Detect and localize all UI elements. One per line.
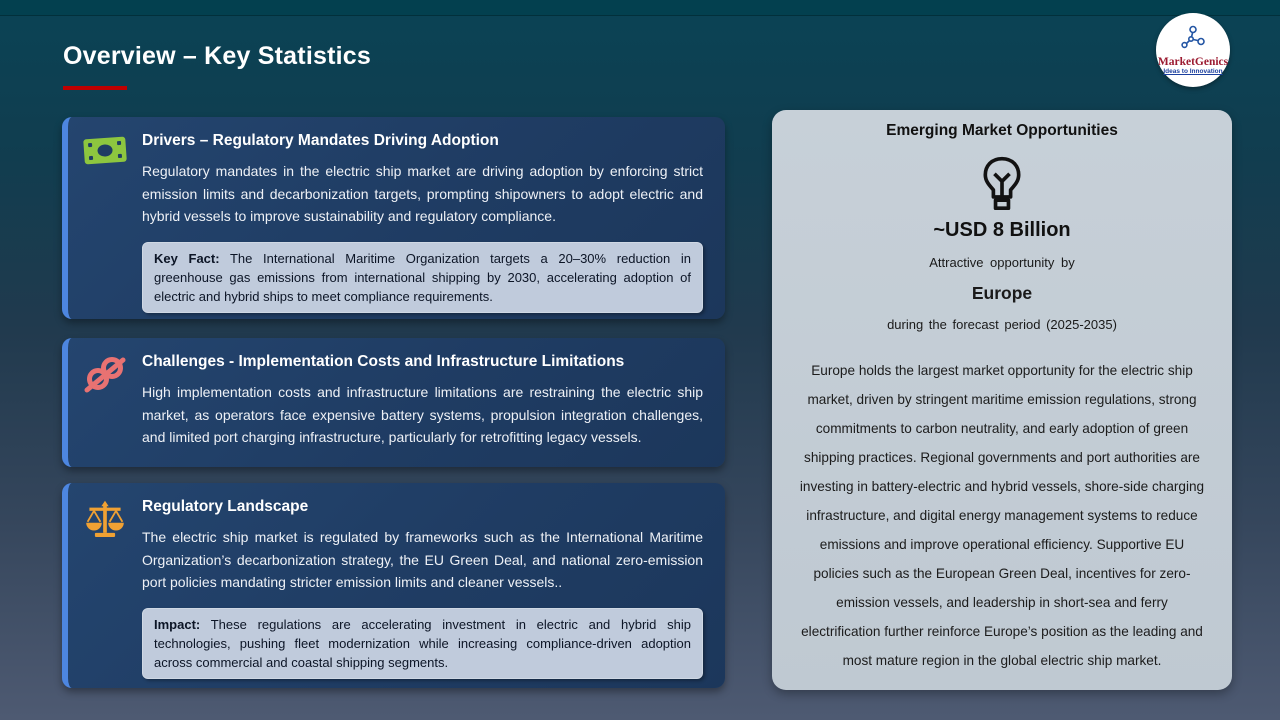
card-challenges-icon-col <box>68 338 142 467</box>
card-drivers-icon-col <box>68 117 142 319</box>
card-drivers-body: Regulatory mandates in the electric ship market are driving adoption by enforcing strict emission limits and decarbonization targets, prompting shipowners to adopt electric and hybrid vessels to improve sustainability and regulatory compliance. <box>142 163 703 224</box>
opportunity-period: during the forecast period (2025-2035) <box>887 317 1117 332</box>
keyfact-text: The International Maritime Organization targets a 20–30% reduction in greenhouse gas emissions from international shipping by 2030, accelerating adoption of electric and hybrid ships to meet compliance requirements. <box>154 250 691 304</box>
card-regulatory <box>62 483 725 688</box>
card-drivers-title: Drivers – Regulatory Mandates Driving Adoption <box>142 132 499 149</box>
card-challenges-title: Challenges - Implementation Costs and Infrastructure Limitations <box>142 353 625 370</box>
card-challenges-body: High implementation costs and infrastructure limitations are restraining the electric ship market, as operators face expensive battery systems, propulsion integration challenges, and limited port charging infrastructure, particularly for retrofitting legacy vessels. <box>142 384 703 445</box>
scales-icon <box>83 499 127 688</box>
card-drivers <box>62 117 725 319</box>
card-regulatory-icon-col <box>68 483 142 688</box>
card-challenges <box>62 338 725 467</box>
card-drivers-content <box>142 117 725 319</box>
impact-label: Impact: <box>154 616 201 632</box>
logo-brand-text: MarketGenics <box>1157 55 1229 68</box>
card-challenges-content <box>142 338 725 467</box>
logo-tagline-text: Ideas to Innovation <box>1163 67 1223 75</box>
card-regulatory-content <box>142 483 725 688</box>
card-regulatory-body: The electric ship market is regulated by frameworks such as the International Maritime Organization’s decarbonization strategy, the EU Green Deal, and national zero-emission port policies mandating stricter emission limits and cleaner vessels.. <box>142 529 703 590</box>
lightbulb-icon <box>798 156 1206 217</box>
opportunity-subtitle: Attractive opportunity by <box>929 255 1075 270</box>
opportunity-region: Europe <box>971 283 1033 303</box>
title-underline <box>63 86 127 90</box>
company-logo <box>1156 13 1230 87</box>
money-icon <box>81 133 129 319</box>
keyfact-label: Key Fact: <box>154 250 220 266</box>
card-regulatory-title: Regulatory Landscape <box>142 498 309 515</box>
card-regulatory-impact-box <box>142 608 703 679</box>
impact-text: These regulations are accelerating investment in electric and hybrid ship technologies, pushing fleet modernization while increasing compliance-driven adoption across commercial and coastal shipping segments. <box>154 616 691 670</box>
opportunities-title: Emerging Market Opportunities <box>886 122 1118 139</box>
opportunity-value: ~USD 8 Billion <box>933 219 1071 241</box>
top-accent-bar <box>0 0 1280 16</box>
emerging-opportunities-panel <box>772 110 1232 690</box>
molecule-icon <box>1180 25 1206 54</box>
page-title: Overview – Key Statistics <box>63 42 371 70</box>
broken-link-icon <box>83 354 127 467</box>
card-drivers-keyfact-box <box>142 242 703 313</box>
opportunity-description: Europe holds the largest market opportunity for the electric ship market, driven by stringent maritime emission regulations, strong commitments to carbon neutrality, and early adoption of green shipping practices. Regional governments and port authorities are investing in battery-electric and hybrid vessels, shore-side charging infrastructure, and digital energy management systems to reduce emissions and improve operational efficiency. Supportive EU policies such as the European Green Deal, incentives for zero-emission vessels, and leadership in short-sea and ferry electrification further reinforce Europe’s position as the leading and most mature region in the global electric ship market. <box>799 363 1205 668</box>
